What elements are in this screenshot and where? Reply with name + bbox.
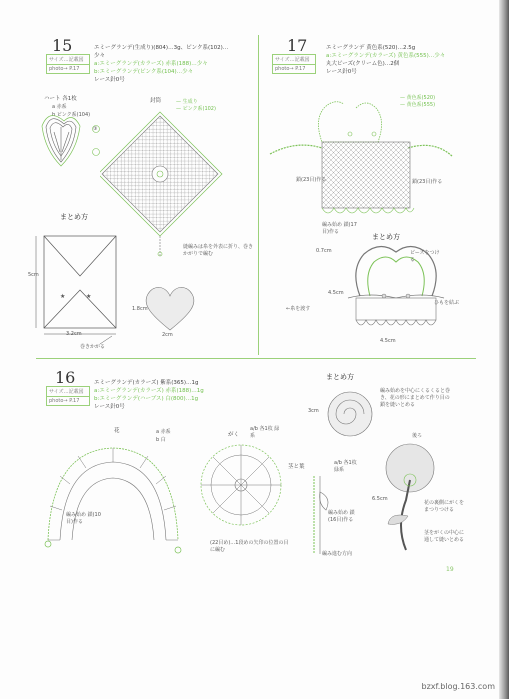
section-17-size-label: サイズ…記載図	[273, 55, 315, 65]
section-15-material-line: レース針0号	[94, 77, 125, 83]
section-16-finish-title: まとめ方	[326, 373, 354, 381]
back-view-label: 後ろ	[412, 433, 423, 439]
whipstitch-note: 巻きかがる	[80, 344, 106, 350]
stem-subtitle: a/b 各1枚 緑系	[334, 460, 357, 473]
apron-crochet-chart	[266, 90, 456, 230]
section-16-material-line: レース針0号	[94, 404, 125, 410]
section-17-material-line: レース針0号	[326, 69, 357, 75]
svg-text:★: ★	[60, 293, 66, 300]
section-16-materials	[94, 379, 204, 411]
heart-color-b: b ピンク系(104)	[52, 112, 91, 118]
section-15-info-box	[46, 54, 90, 74]
section-15-material-line: エミーグランデ(生成り)(804)…3g、ピンク系(102)…	[94, 45, 229, 51]
section-17-material-line: a:エミーグランデ(カラーズ) 黄色系(555)…少々	[326, 53, 446, 59]
heart-title: ハート 各1枚	[44, 96, 77, 102]
section-17-material-line: 丸大ビーズ(クリーム色)…2個	[326, 61, 400, 67]
flower-start-note: 編み始め 鎖(10目)作る	[66, 512, 101, 525]
section-15-number: 15	[52, 36, 73, 55]
heart-marker-3: ③	[93, 126, 98, 132]
flower-color-b: b 白	[156, 437, 166, 443]
footer-url: bzxf.blog.163.com	[421, 682, 495, 691]
flower-title: 花	[114, 428, 120, 434]
dim-2cm: 2cm	[162, 332, 173, 338]
calyx-note: (22目め)…1段めの矢印の位置の目に編む	[210, 540, 289, 553]
finish-rolling-note: 編み始めを中心にくるくると巻き、花の形にまとめて作り目の鎖を縫いとめる	[380, 388, 451, 408]
calyx-title: がく	[228, 432, 240, 438]
section-15-materials	[94, 44, 228, 84]
section-17-material-line: エミーグランデ 黄色系(520)…2.5g	[326, 45, 416, 51]
dim-4-5cm-width: 4.5cm	[380, 338, 396, 344]
apron-ribbon-note: ひもを結ぶ	[434, 300, 460, 306]
calyx-subtitle: a/b 各1枚 緑系	[250, 426, 280, 439]
envelope-title: 封筒	[150, 98, 162, 104]
section-17-info-box	[272, 54, 316, 74]
flower-crochet-chart	[38, 440, 188, 560]
section-17-materials	[326, 44, 445, 76]
envelope-sew-note: 縫編みは糸を外表に折り、巻きかがりで編む	[183, 244, 254, 257]
envelope-legend-1: — 生成り	[176, 99, 198, 105]
section-15-finish-title: まとめ方	[60, 213, 88, 221]
section-17-finish-title: まとめ方	[372, 233, 400, 241]
section-17-photo-label: photo→ P.17	[275, 66, 306, 72]
apron-chain-right: 鎖(23目)作る	[412, 179, 443, 185]
section-16-material-line: b:エミーグランデ(ハーブス) 白(800)…1g	[94, 396, 199, 402]
section-17-number: 17	[287, 36, 308, 55]
section-divider-vertical	[258, 35, 259, 355]
book-binding-edge	[499, 0, 509, 699]
apron-legend-1: — 黄色系(520)	[400, 95, 436, 101]
apron-start-note: 編み始め 鎖(17目)作る	[322, 222, 357, 235]
envelope-legend-2: — ピンク系(102)	[176, 106, 216, 112]
section-15-material-line: 少々	[94, 53, 106, 59]
section-16-info-box	[46, 386, 90, 406]
calyx-crochet-chart	[196, 440, 286, 530]
stem-direction-note: 編み進む方向	[322, 551, 353, 557]
dim-3-2cm: 3.2cm	[66, 331, 82, 337]
dim-3cm: 3cm	[308, 408, 319, 414]
dim-0-7cm: 0.7cm	[316, 248, 332, 254]
flower-rolled-diagram	[320, 384, 380, 444]
heart-color-a: a 赤系	[52, 104, 67, 110]
apron-bead-note: ビーズをつける	[410, 250, 440, 263]
section-15-photo-label: photo→ P.17	[49, 66, 80, 72]
section-divider-horizontal	[36, 358, 476, 359]
section-16-size-label: サイズ…記載図	[47, 387, 89, 397]
section-16-material-line: a:エミーグランデ(カラーズ) 赤系(188)…1g	[94, 388, 204, 394]
stem-title: 茎と葉	[288, 464, 305, 470]
apron-thread-note: ←糸を渡す	[286, 306, 311, 312]
svg-text:★: ★	[86, 293, 92, 300]
dim-6-5cm: 6.5cm	[372, 496, 388, 502]
page-number: 19	[446, 566, 454, 573]
back-note-stem: 茎をがくの中心に通して縫いとめる	[424, 530, 465, 543]
dim-5cm: 5cm	[28, 272, 39, 278]
flower-color-a: a 赤系	[156, 429, 171, 435]
section-15-size-label: サイズ…記載図	[47, 55, 89, 65]
stem-start-note: 編み始め 鎖(16目)作る	[328, 510, 355, 523]
dim-4-5cm-height: 4.5cm	[328, 290, 344, 296]
apron-legend-2: — 黄色系(555)	[400, 102, 436, 108]
back-note-calyx: 花の裏側にがくをまつりつける	[424, 500, 465, 513]
section-16-number: 16	[55, 368, 76, 387]
heart-crochet-chart	[36, 112, 106, 172]
section-15-material-line: b:エミーグランデ(ピンク系(104)…少々	[94, 69, 194, 75]
apron-chain-left: 鎖(23目)作る	[296, 177, 327, 183]
section-16-material-line: エミーグランデ(カラーズ) 紫系(365)…1g	[94, 380, 199, 386]
dim-1-8cm: 1.8cm	[132, 306, 148, 312]
section-16-photo-label: photo→ P.17	[49, 398, 80, 404]
heart-finish-shape	[140, 284, 200, 334]
section-15-material-line: a:エミーグランデ(カラーズ) 赤系(188)…少々	[94, 61, 208, 67]
